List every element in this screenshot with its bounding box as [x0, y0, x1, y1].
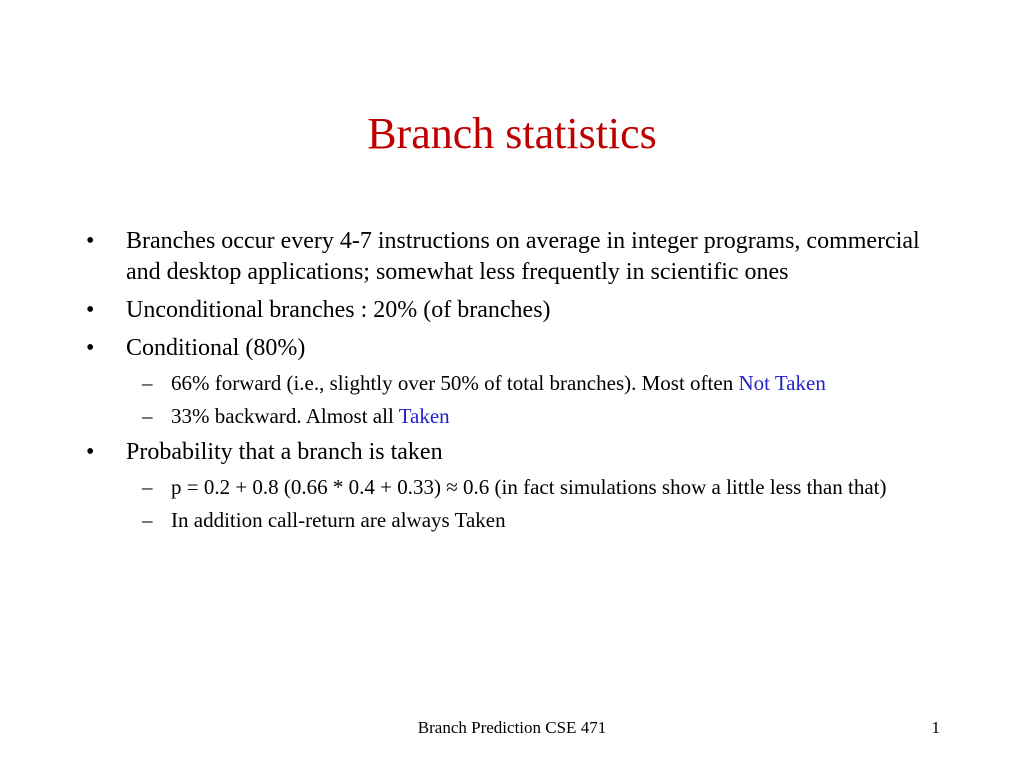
dash-mark: – — [142, 404, 153, 428]
bullet-text: Branches occur every 4-7 instructions on average in integer programs, commercial and desktop applications; somewhat less frequently in scientific ones — [126, 228, 920, 285]
bullet-item — [86, 295, 946, 326]
sub-bullet-item — [142, 403, 946, 430]
dash-mark: – — [142, 371, 153, 395]
bullet-mark: • — [86, 297, 95, 323]
sub-bullet-text: In addition call-return are always Taken — [171, 508, 506, 532]
sub-bullet-text: 33% backward. Almost all — [171, 404, 399, 428]
bullet-item — [86, 437, 946, 468]
slide-title: Branch statistics — [367, 109, 657, 158]
sub-bullet-text: p = 0.2 + 0.8 (0.66 * 0.4 + 0.33) ≈ 0.6 (in fact simulations show a little less than that) — [171, 475, 887, 499]
bullet-mark: • — [86, 335, 95, 361]
bullet-text: Probability that a branch is taken — [126, 439, 443, 465]
bullet-mark: • — [86, 439, 95, 465]
bullet-mark: • — [86, 228, 95, 254]
highlight-text: Not Taken — [738, 371, 826, 395]
sub-bullet-item — [142, 507, 946, 534]
sub-bullet-item — [142, 474, 946, 501]
bullet-text: Conditional (80%) — [126, 335, 306, 361]
page-number: 1 — [931, 718, 940, 737]
sub-bullet-text: 66% forward (i.e., slightly over 50% of total branches). Most often — [171, 371, 739, 395]
bullet-item — [86, 333, 946, 364]
footer-course-label: Branch Prediction CSE 471 — [417, 718, 607, 737]
dash-mark: – — [142, 475, 153, 499]
sub-bullet-item — [142, 370, 946, 397]
bullet-item — [86, 226, 946, 288]
highlight-text: Taken — [398, 404, 450, 428]
slide-body — [86, 226, 946, 541]
dash-mark: – — [142, 508, 153, 532]
bullet-text: Unconditional branches : 20% (of branches) — [126, 297, 551, 323]
